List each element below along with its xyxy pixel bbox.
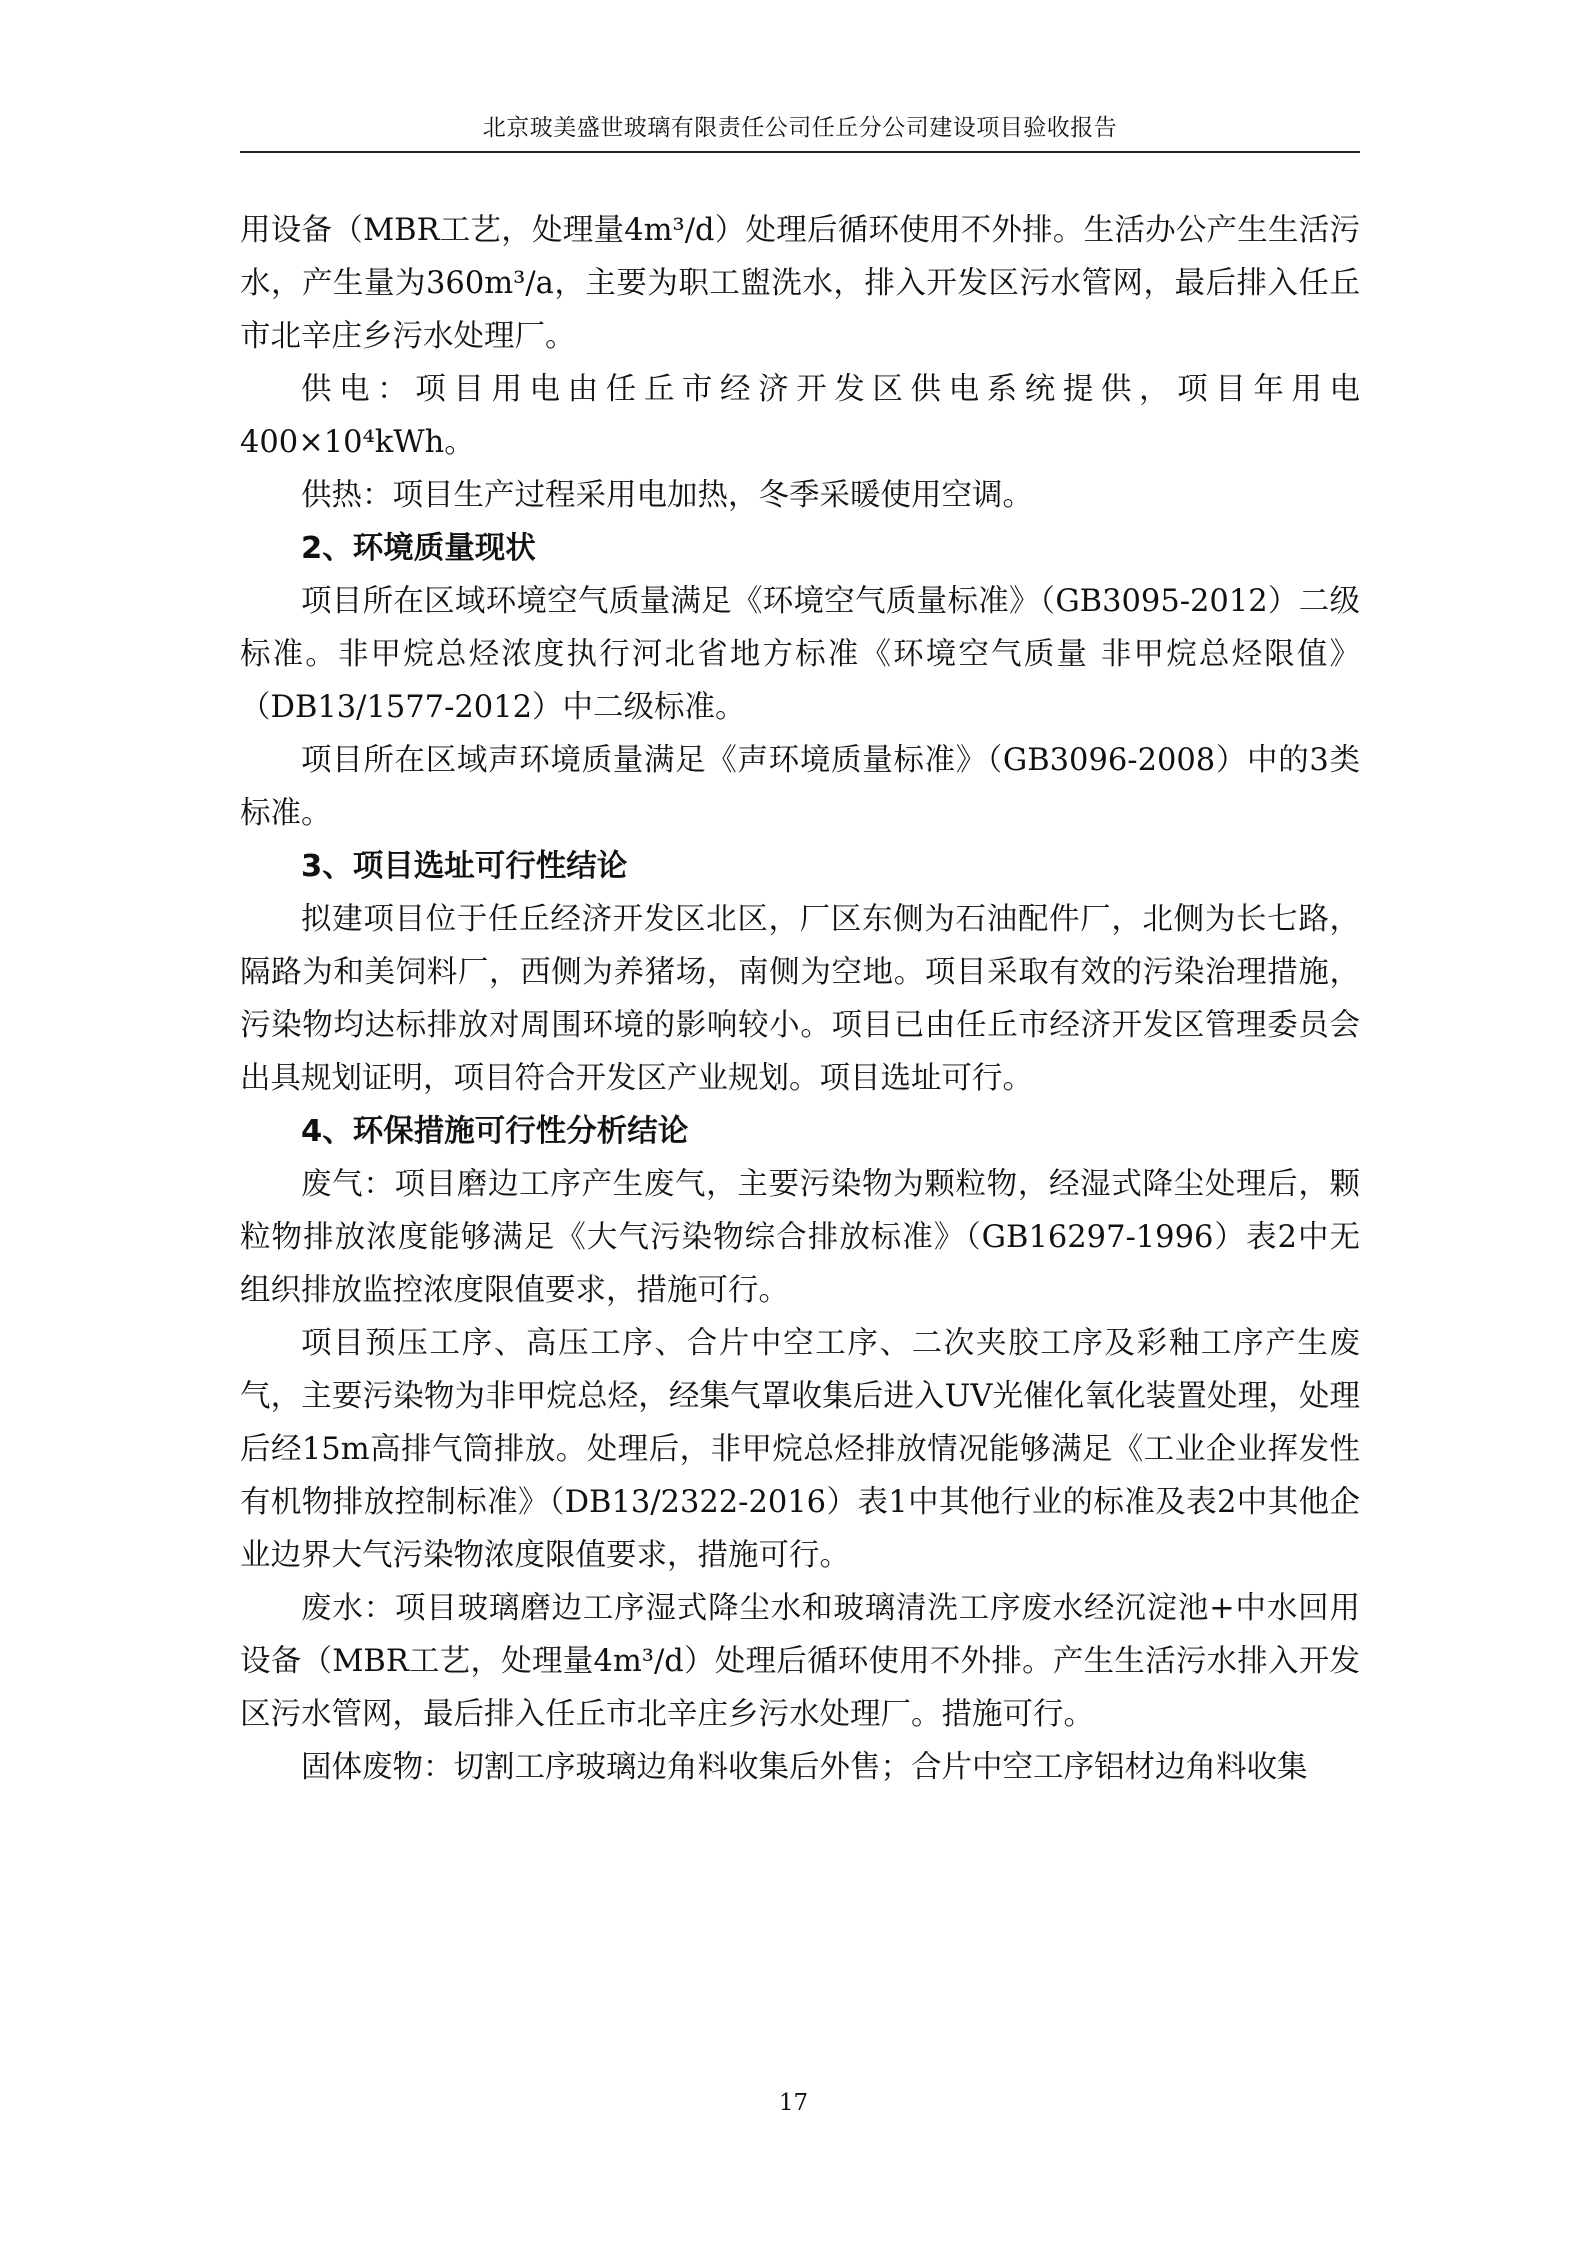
paragraph: 项目所在区域声环境质量满足《声环境质量标准》（GB3096-2008）中的3类标准。 — [240, 743, 1360, 831]
header-rule — [240, 151, 1360, 153]
section-heading: 2、环境质量现状 — [301, 531, 536, 566]
page-number: 17 — [778, 2090, 809, 2116]
document-body — [240, 204, 1360, 1794]
paragraph: 固体废物：切割工序玻璃边角料收集后外售；合片中空工序铝材边角料收集 — [301, 1750, 1308, 1785]
paragraph: 供电：项目用电由任丘市经济开发区供电系统提供，项目年用电400×10⁴kWh。 — [240, 372, 1360, 460]
paragraph: 供热：项目生产过程采用电加热，冬季采暖使用空调。 — [301, 478, 1033, 513]
paragraph: 用设备（MBR工艺，处理量4m³/d）处理后循环使用不外排。生活办公产生生活污水，产生量为360m³/a，主要为职工盥洗水，排入开发区污水管网，最后排入任丘市北辛庄乡污水处理厂。 — [240, 213, 1360, 354]
paragraph: 废水：项目玻璃磨边工序湿式降尘水和玻璃清洗工序废水经沉淀池+中水回用设备（MBR工艺，处理量4m³/d）处理后循环使用不外排。产生生活污水排入开发区污水管网，最后排入任丘市北辛庄乡污水处理厂。措施可行。 — [240, 1591, 1360, 1732]
section-heading: 3、项目选址可行性结论 — [301, 849, 628, 884]
paragraph: 项目所在区域环境空气质量满足《环境空气质量标准》（GB3095-2012）二级标准。非甲烷总烃浓度执行河北省地方标准《环境空气质量 非甲烷总烃限值》（DB13/1577-2012）中二级标准。 — [240, 584, 1360, 725]
page-header: 北京玻美盛世玻璃有限责任公司任丘分公司建设项目验收报告 — [482, 115, 1118, 141]
section-heading: 4、环保措施可行性分析结论 — [301, 1114, 689, 1149]
paragraph: 项目预压工序、高压工序、合片中空工序、二次夹胶工序及彩釉工序产生废气，主要污染物为非甲烷总烃，经集气罩收集后进入UV光催化氧化装置处理，处理后经15m高排气筒排放。处理后，非甲烷总烃排放情况能够满足《工业企业挥发性有机物排放控制标准》（DB13/2322-2016）表1中其他行业的标准及表2中其他企业边界大气污染物浓度限值要求，措施可行。 — [240, 1326, 1360, 1573]
paragraph: 废气：项目磨边工序产生废气，主要污染物为颗粒物，经湿式降尘处理后，颗粒物排放浓度能够满足《大气污染物综合排放标准》（GB16297-1996）表2中无组织排放监控浓度限值要求，措施可行。 — [240, 1167, 1360, 1308]
paragraph: 拟建项目位于任丘经济开发区北区，厂区东侧为石油配件厂，北侧为长七路，隔路为和美饲料厂，西侧为养猪场，南侧为空地。项目采取有效的污染治理措施，污染物均达标排放对周围环境的影响较小。项目已由任丘市经济开发区管理委员会出具规划证明，项目符合开发区产业规划。项目选址可行。 — [240, 902, 1360, 1096]
